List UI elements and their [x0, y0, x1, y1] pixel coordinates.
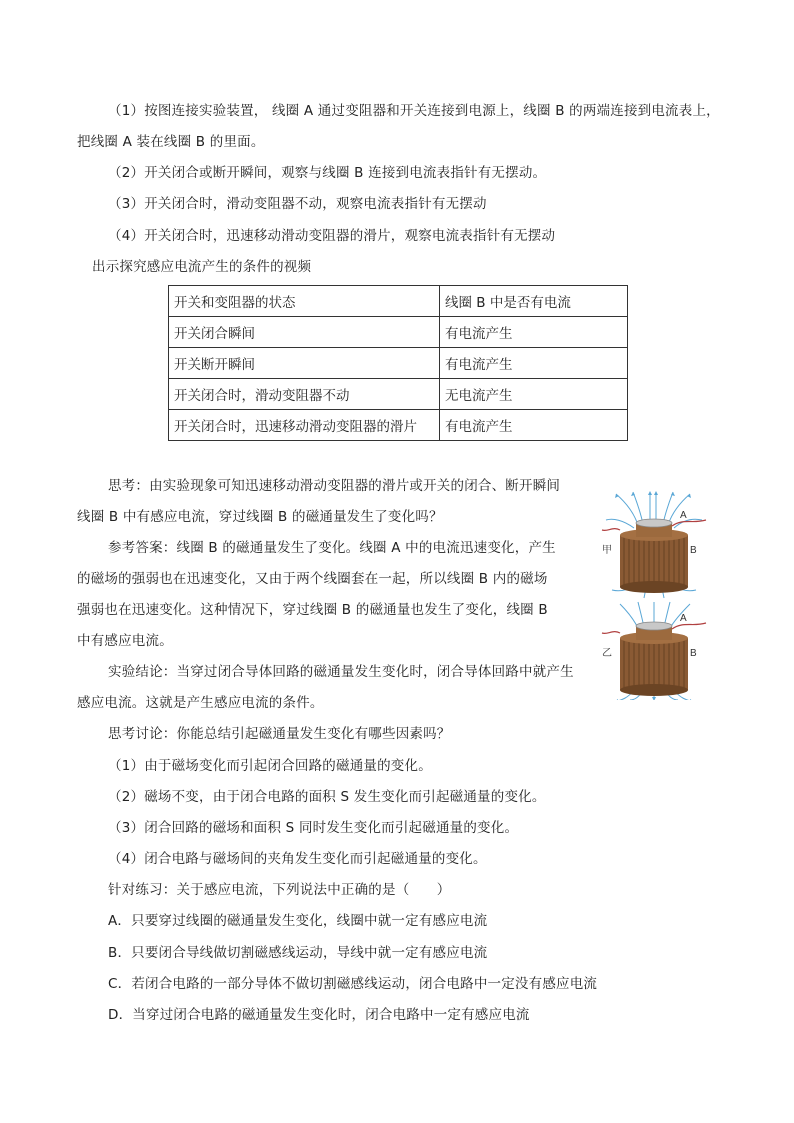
conclusion-line-2: 感应电流。这就是产生感应电流的条件。 [77, 695, 324, 711]
discussion-item: （2）磁场不变，由于闭合电路的面积 S 发生变化而引起磁通量的变化。 [108, 789, 546, 805]
coil-a-label: A [680, 613, 687, 624]
discussion-item: （3）闭合回路的磁场和面积 S 同时发生变化而引起磁通量的变化。 [108, 820, 519, 836]
practice-option-d: D．当穿过闭合电路的磁通量发生变化时，闭合电路中一定有感应电流 [108, 1007, 530, 1023]
coil-diagram-bottom [602, 602, 706, 700]
coil-diagram-top [602, 491, 706, 598]
practice-option-c: C．若闭合电路的一部分导体不做切割磁感线运动，闭合电路中一定没有感应电流 [108, 976, 598, 992]
table-header-cell: 开关和变阻器的状态 [169, 286, 440, 317]
table-row [169, 317, 628, 348]
table-cell: 开关断开瞬间 [169, 348, 440, 379]
figure-label-yi: 乙 [602, 648, 612, 659]
discussion-item: （1）由于磁场变化而引起闭合回路的磁通量的变化。 [108, 758, 432, 774]
discussion-title: 思考讨论：你能总结引起磁通量发生变化有哪些因素吗？ [108, 726, 451, 742]
coil-b-label: B [690, 648, 697, 659]
table-header-cell: 线圈 B 中是否有电流 [440, 286, 628, 317]
step-3: （3）开关闭合时，滑动变阻器不动，观察电流表指针有无摆动 [108, 196, 487, 212]
table-row [169, 348, 628, 379]
table-cell: 开关闭合瞬间 [169, 317, 440, 348]
practice-option-b: B．只要闭合导线做切割磁感线运动，导线中就一定有感应电流 [108, 945, 488, 961]
table-cell: 无电流产生 [440, 379, 628, 410]
condition-table [168, 285, 628, 441]
table-row [169, 379, 628, 410]
table-row [169, 410, 628, 441]
coil-a-label: A [680, 510, 687, 521]
coil-figure [598, 490, 713, 700]
figure-label-jia: 甲 [602, 545, 612, 556]
practice-question: 针对练习：关于感应电流，下列说法中正确的是（ ） [108, 882, 451, 898]
answer-line-3: 强弱也在迅速变化。这种情况下，穿过线圈 B 的磁通量也发生了变化，线圈 B [77, 602, 548, 618]
table-cell: 有电流产生 [440, 317, 628, 348]
table-cell: 有电流产生 [440, 410, 628, 441]
video-note: 出示探究感应电流产生的条件的视频 [92, 259, 312, 275]
step-1-line-1: （1）按图连接实验装置， 线圈 A 通过变阻器和开关连接到电源上，线圈 B 的两端连接到电流表上， [108, 103, 720, 119]
table-cell: 开关闭合时，迅速移动滑动变阻器的滑片 [169, 410, 440, 441]
step-4: （4）开关闭合时，迅速移动滑动变阻器的滑片，观察电流表指针有无摆动 [108, 228, 556, 244]
discussion-item: （4）闭合电路与磁场间的夹角发生变化而引起磁通量的变化。 [108, 851, 487, 867]
conclusion-line-1: 实验结论：当穿过闭合导体回路的磁通量发生变化时，闭合导体回路中就产生 [108, 664, 574, 680]
think-question-line-1: 思考：由实验现象可知迅速移动滑动变阻器的滑片或开关的闭合、断开瞬间 [108, 478, 561, 494]
table-cell: 开关闭合时，滑动变阻器不动 [169, 379, 440, 410]
answer-line-1: 参考答案：线圈 B 的磁通量发生了变化。线圈 A 中的电流迅速变化，产生 [108, 540, 556, 556]
coil-illustration [598, 490, 713, 700]
step-1-line-2: 把线圈 A 装在线圈 B 的里面。 [77, 134, 265, 150]
step-2: （2）开关闭合或断开瞬间，观察与线圈 B 连接到电流表指针有无摆动。 [108, 165, 547, 181]
answer-line-2: 的磁场的强弱也在迅速变化，又由于两个线圈套在一起，所以线圈 B 内的磁场 [77, 571, 548, 587]
coil-b-label: B [690, 545, 697, 556]
answer-line-4: 中有感应电流。 [77, 633, 173, 649]
practice-option-a: A．只要穿过线圈的磁通量发生变化，线圈中就一定有感应电流 [108, 913, 488, 929]
table-cell: 有电流产生 [440, 348, 628, 379]
think-question-line-2: 线圈 B 中有感应电流，穿过线圈 B 的磁通量发生了变化吗？ [77, 509, 443, 525]
table-header-row [169, 286, 628, 317]
